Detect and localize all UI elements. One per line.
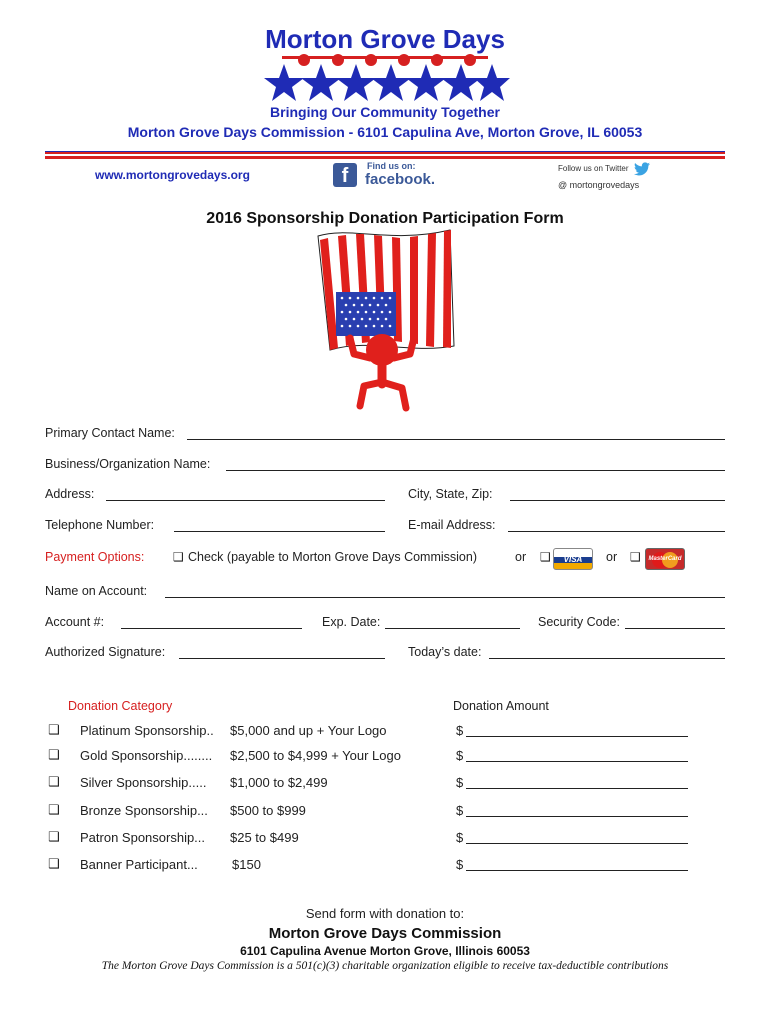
city-state-zip-label: City, State, Zip: <box>408 487 493 501</box>
tax-deductible-note: The Morton Grove Days Commission is a 501(c)(3) charitable organization eligible to receive tax-deductible contributions <box>101 960 669 972</box>
primary-contact-label: Primary Contact Name: <box>45 426 175 440</box>
visa-card-icon <box>553 548 593 570</box>
tagline: Bringing Our Community Together <box>270 104 500 120</box>
check-option-checkbox[interactable]: ❑ <box>173 550 184 564</box>
tier-checkbox[interactable]: ❑ <box>48 857 60 872</box>
authorized-signature-field[interactable] <box>179 658 385 659</box>
tier-range: $1,000 to $2,499 <box>230 775 328 790</box>
tier-name: Bronze Sponsorship... <box>80 803 208 818</box>
todays-date-field[interactable] <box>489 658 725 659</box>
tier-amount-field[interactable] <box>466 870 688 871</box>
tier-amount-field[interactable] <box>466 843 688 844</box>
donation-tier-banner <box>48 857 748 875</box>
donation-category-header: Donation Category <box>68 699 173 713</box>
account-number-field[interactable] <box>121 628 302 629</box>
dollar-sign: $ <box>456 775 464 790</box>
dollar-sign: $ <box>456 830 464 845</box>
check-option-label: Check (payable to Morton Grove Days Commission) <box>188 550 477 564</box>
primary-contact-field[interactable] <box>187 439 725 440</box>
tier-checkbox[interactable]: ❑ <box>48 803 60 818</box>
brand-title: Morton Grove Days <box>265 24 505 54</box>
address-label: Address: <box>45 487 95 501</box>
patriotic-divider <box>45 151 725 159</box>
tier-name: Platinum Sponsorship.. <box>80 723 214 738</box>
tier-amount-field[interactable] <box>466 761 688 762</box>
tier-amount-field[interactable] <box>466 816 688 817</box>
tier-checkbox[interactable]: ❑ <box>48 775 60 790</box>
twitter-bird-icon[interactable] <box>634 162 650 176</box>
name-on-account-field[interactable] <box>165 597 725 598</box>
visa-option-checkbox[interactable]: ❑ <box>540 550 551 564</box>
donation-tier-patron <box>48 830 748 848</box>
commission-address-line: Morton Grove Days Commission - 6101 Capulina Ave, Morton Grove, IL 60053 <box>127 124 643 140</box>
tier-range: $2,500 to $4,999 + Your Logo <box>230 748 401 763</box>
account-number-label: Account #: <box>45 615 105 629</box>
security-code-field[interactable] <box>625 628 725 629</box>
mastercard-option-checkbox[interactable]: ❑ <box>630 550 641 564</box>
exp-date-field[interactable] <box>385 628 520 629</box>
twitter-handle[interactable]: @ mortongrovedays <box>558 180 640 190</box>
email-field[interactable] <box>508 531 725 532</box>
tier-amount-field[interactable] <box>466 736 688 737</box>
or-separator: or <box>515 550 527 564</box>
donation-tier-silver <box>48 775 748 793</box>
tier-name: Gold Sponsorship........ <box>80 748 213 763</box>
donation-amount-header: Donation Amount <box>453 699 549 713</box>
tier-range: $500 to $999 <box>230 803 306 818</box>
facebook-wordmark: facebook. <box>365 171 436 188</box>
tier-range: $150 <box>232 857 261 872</box>
tier-checkbox[interactable]: ❑ <box>48 830 60 845</box>
donation-tier-gold <box>48 748 748 766</box>
address-field[interactable] <box>106 500 385 501</box>
mastercard-icon <box>645 548 685 570</box>
exp-date-label: Exp. Date: <box>322 615 381 629</box>
donation-tier-platinum <box>48 723 748 741</box>
commission-mailing-address: 6101 Capulina Avenue Morton Grove, Illinois 60053 <box>240 944 530 958</box>
dollar-sign: $ <box>456 857 464 872</box>
tier-name: Banner Participant... <box>80 857 198 872</box>
tier-checkbox[interactable]: ❑ <box>48 723 60 738</box>
twitter-follow-text: Follow us on Twitter <box>558 164 629 173</box>
tier-checkbox[interactable]: ❑ <box>48 748 60 763</box>
name-on-account-label: Name on Account: <box>45 584 148 598</box>
facebook-badge[interactable] <box>333 161 443 191</box>
telephone-label: Telephone Number: <box>45 518 155 532</box>
dollar-sign: $ <box>456 803 464 818</box>
facebook-find-us: Find us on: <box>367 161 416 171</box>
dollar-sign: $ <box>456 723 464 738</box>
donation-tier-bronze <box>48 803 748 821</box>
dollar-sign: $ <box>456 748 464 763</box>
security-code-label: Security Code: <box>538 615 620 629</box>
tier-name: Patron Sponsorship... <box>80 830 206 845</box>
telephone-field[interactable] <box>174 531 385 532</box>
send-form-instruction: Send form with donation to: <box>305 906 465 921</box>
tier-range: $25 to $499 <box>230 830 299 845</box>
form-title: 2016 Sponsorship Donation Participation Form <box>206 210 564 227</box>
visa-card-label: VISA <box>563 555 583 564</box>
business-label: Business/Organization Name: <box>45 457 211 471</box>
payment-options-label: Payment Options: <box>45 550 145 564</box>
or-separator: or <box>606 550 618 564</box>
tier-amount-field[interactable] <box>466 788 688 789</box>
tier-name: Silver Sponsorship..... <box>80 775 207 790</box>
mastercard-label: MasterCard <box>648 556 682 562</box>
website-link[interactable]: www.mortongrovedays.org <box>95 168 250 182</box>
commission-name: Morton Grove Days Commission <box>268 925 502 942</box>
todays-date-label: Today’s date: <box>408 645 482 659</box>
flag-carrier-illustration <box>310 226 460 416</box>
tier-range: $5,000 and up + Your Logo <box>230 723 387 738</box>
stars-banner-logo <box>260 52 510 102</box>
city-state-zip-field[interactable] <box>510 500 725 501</box>
email-label: E-mail Address: <box>408 518 496 532</box>
facebook-icon: f <box>333 163 357 187</box>
authorized-signature-label: Authorized Signature: <box>45 645 166 659</box>
business-field[interactable] <box>226 470 725 471</box>
